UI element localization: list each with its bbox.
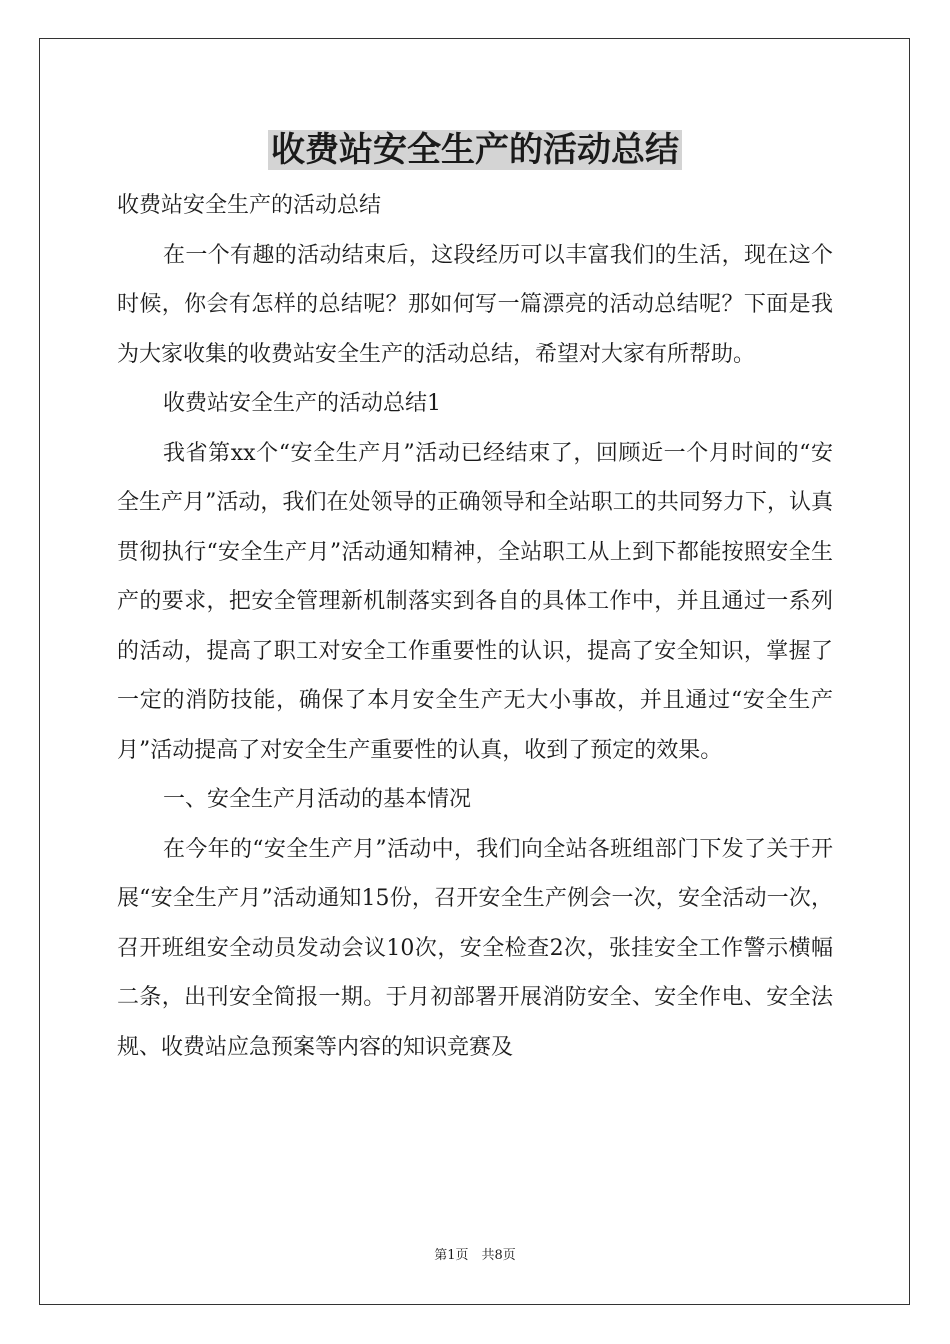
paragraph-subheading: 一、安全生产月活动的基本情况 — [163, 787, 472, 812]
paragraph-section-heading: 收费站安全生产的活动总结1 — [163, 391, 441, 416]
document-title — [0, 124, 950, 176]
paragraph-subtitle: 收费站安全生产的活动总结 — [117, 193, 382, 218]
document-title-text: 收费站安全生产的活动总结 — [268, 130, 682, 170]
document-body — [117, 181, 833, 1072]
page-footer: 第1页 共8页 — [434, 1248, 516, 1263]
paragraph-summary: 我省第xx个“安全生产月”活动已经结束了，回顾近一个月时间的“安全生产月”活动，我们在处领导的正确领导和全站职工的共同努力下，认真贯彻执行“安全生产月”活动通知精神，全站职工从上到下都能按照安全生产的要求，把安全管理新机制落实到各自的具体工作中，并且通过一系列的活动，提高了职工对安全工作重要性的认识，提高了安全知识，掌握了一定的消防技能，确保了本月安全生产无大小事故，并且通过“安全生产月”活动提高了对安全生产重要性的认真，收到了预定的效果。 — [117, 440, 833, 763]
paragraph-details: 在今年的“安全生产月”活动中，我们向全站各班组部门下发了关于开展“安全生产月”活动通知15份，召开安全生产例会一次，安全活动一次，召开班组安全动员发动会议10次，安全检查2次，张挂安全工作警示横幅二条，出刊安全简报一期。于月初部署开展消防安全、安全作电、安全法规、收费站应急预案等内容的知识竞赛及 — [117, 836, 833, 1060]
paragraph-intro: 在一个有趣的活动结束后，这段经历可以丰富我们的生活，现在这个时候，你会有怎样的总结呢？那如何写一篇漂亮的活动总结呢？下面是我为大家收集的收费站安全生产的活动总结，希望对大家有所帮助。 — [117, 242, 833, 367]
